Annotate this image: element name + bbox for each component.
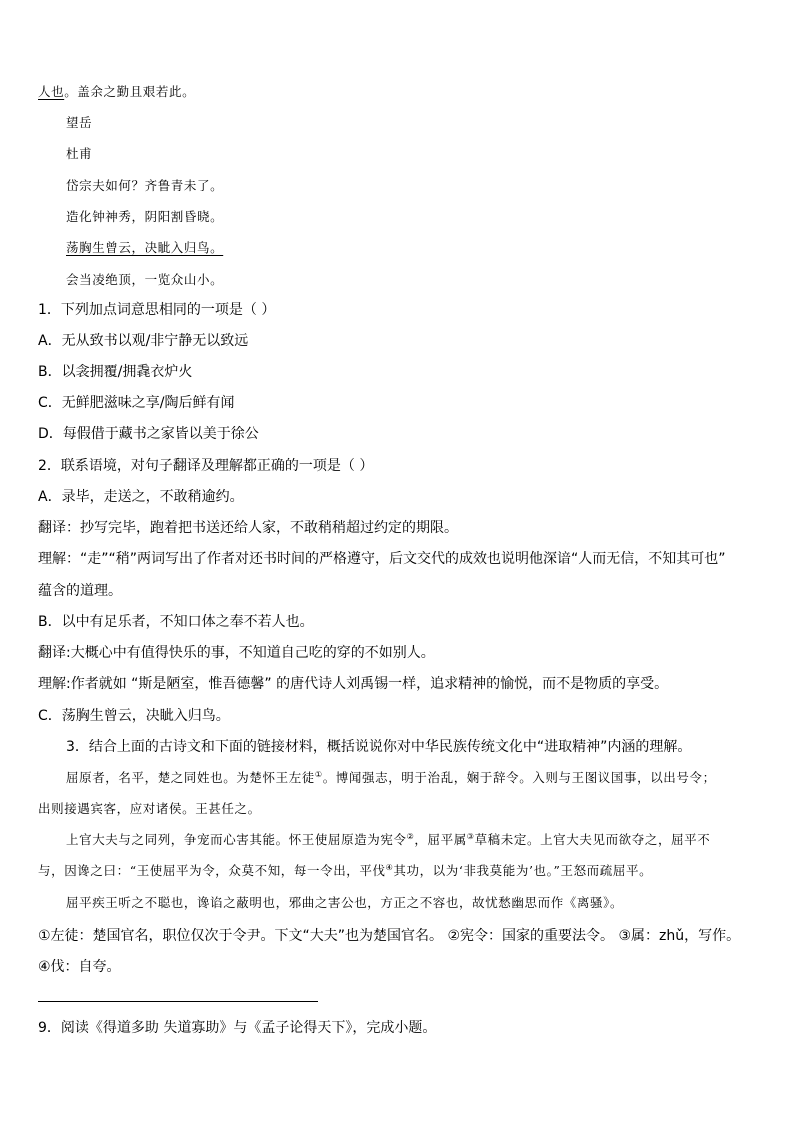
- p2-text: 上官大夫与之同列，争宠而心害其能。怀王使屈原造为宪令: [66, 832, 407, 847]
- question-9-stem: 9．阅读《得道多助 失道寡助》与《孟子论得天下》，完成小题。: [38, 1020, 437, 1036]
- question-2-option-a: A．录毕，走送之，不敢稍逾约。: [38, 489, 244, 505]
- option-a-understanding-cont: 蕴含的道理。: [38, 583, 122, 599]
- question-1-option-d: D．每假借于藏书之家皆以美于徐公: [38, 426, 259, 442]
- link-material-p2-line2: [38, 861, 774, 881]
- note-marker: ②: [406, 831, 415, 841]
- poem-line-underlined: 荡胸生曾云，决眦入归鸟。: [66, 240, 224, 255]
- poem-line: 造化钟神秀，阴阳割昏晓。: [66, 209, 224, 224]
- note-marker: ①: [314, 769, 323, 779]
- link-material-p3: 屈平疾王听之不聪也，谗谄之蔽明也，邪曲之害公也，方正之不容也，故忧愁幽思而作《离骚》。: [66, 895, 624, 910]
- p2-text: 其功，以为‘非我莫能为’也。”王怒而疏屈平。: [393, 863, 653, 878]
- passage-ending-text: 。盖余之勤且艰若此。: [64, 84, 196, 99]
- poem-title: 望岳: [66, 115, 93, 130]
- p2-text: 草稿未定。上官大夫见而欲夺之，屈平不: [474, 832, 711, 847]
- underlined-phrase: 人也: [38, 84, 65, 99]
- option-b-translation: 翻译:大概心中有值得快乐的事，不知道自己吃的穿的不如别人。: [38, 645, 435, 661]
- question-1-option-a: A．无从致书以观/非宁静无以致远: [38, 333, 249, 349]
- footnotes-line2: ④伐：自夸。: [38, 959, 121, 975]
- option-b-understanding: 理解:作者就如 “斯是陋室，惟吾德馨” 的唐代诗人刘禹锡一样，追求精神的愉悦，而不是物质的享受。: [38, 676, 669, 692]
- option-a-understanding: 理解：“走”“稍”两词写出了作者对还书时间的严格遵守，后文交代的成效也说明他深谙“人而无信，不知其可也”: [38, 551, 726, 567]
- p2-text: ，屈平属: [414, 832, 467, 847]
- note-marker: ④: [385, 862, 394, 872]
- link-material-p1-line2: 出则接遇宾客，应对诸侯。王甚任之。: [38, 801, 261, 816]
- question-2-option-b: B．以中有足乐者，不知口体之奉不若人也。: [38, 614, 314, 630]
- passage-ending: [38, 82, 774, 102]
- question-1-option-c: C．无鲜肥滋味之享/陶后鲜有闻: [38, 395, 235, 411]
- option-a-translation: 翻译：抄写完毕，跑着把书送还给人家，不敢稍稍超过约定的期限。: [38, 520, 458, 536]
- footnotes-line1: ①左徒：楚国官名，职位仅次于令尹。下文“大夫”也为楚国官名。 ②宪令：国家的重要法令。 ③属：zhǔ，写作。: [38, 928, 741, 944]
- poem-line: 会当凌绝顶，一览众山小。: [66, 272, 224, 287]
- poem-author: 杜甫: [66, 146, 93, 161]
- p2-text: 与，因谗之曰：“王使屈平为令，众莫不知，每一令出，平伐: [38, 863, 386, 878]
- question-3-stem: 3．结合上面的古诗文和下面的链接材料，概括说说你对中华民族传统文化中“进取精神”内涵的理解。: [66, 739, 692, 755]
- link-material-p2-line1: [66, 830, 774, 850]
- section-divider: [38, 1001, 318, 1002]
- p1-text: 屈原者，名平，楚之同姓也。为楚怀王左徒: [66, 770, 315, 785]
- poem-line: 岱宗夫如何？齐鲁青未了。: [66, 178, 224, 193]
- question-2-stem: 2．联系语境，对句子翻译及理解都正确的一项是（ ）: [38, 458, 374, 474]
- question-1-option-b: B．以衾拥覆/拥毳衣炉火: [38, 364, 193, 380]
- question-2-option-c: C．荡胸生曾云，决眦入归鸟。: [38, 708, 230, 724]
- p1-text: 。博闻强志，明于治乱，娴于辞令。入则与王图议国事，以出号令；: [322, 770, 716, 785]
- link-material-p1-line1: [66, 768, 774, 788]
- question-1-stem: 1．下列加点词意思相同的一项是（ ）: [38, 302, 276, 318]
- note-marker: ③: [466, 831, 475, 841]
